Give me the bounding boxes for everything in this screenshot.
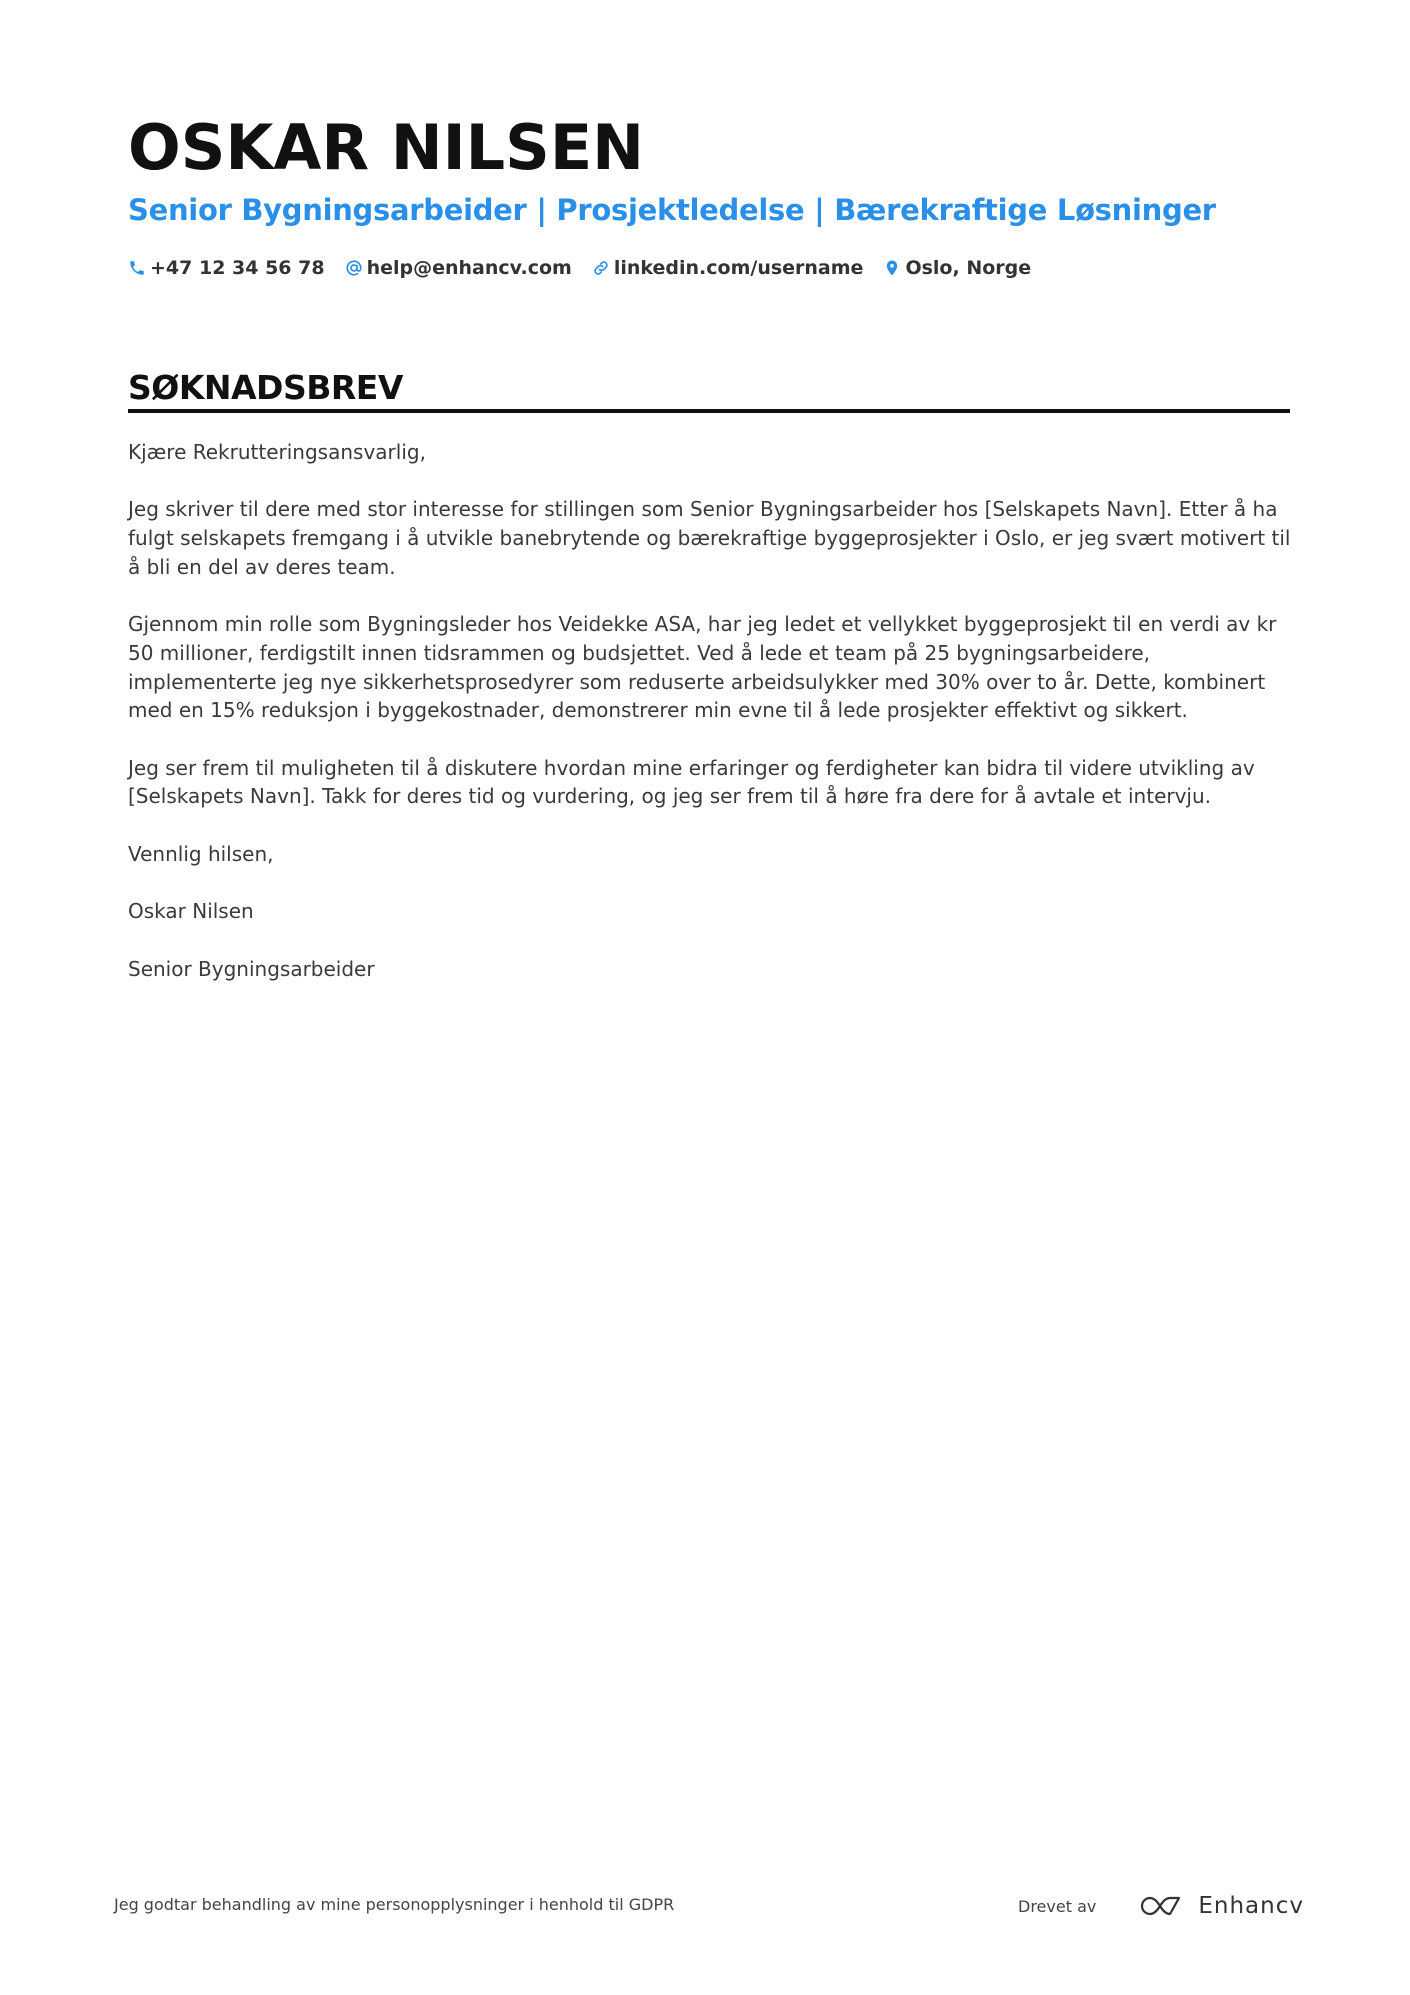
contact-email-text: help@enhancv.com <box>366 257 572 279</box>
letter-paragraph: Jeg ser frem til muligheten til å diskutere hvordan mine erfaringer og ferdigheter kan bidra til videre utvikling av [Selskapets Navn]. Takk for deres tid og vurdering, og jeg ser frem til å høre fra dere for å avtale et intervju. <box>128 755 1255 809</box>
letter-paragraph: Jeg skriver til dere med stor interesse for stillingen som Senior Bygningsarbeider hos [Selskapets Navn]. Etter å ha fulgt selskapets fremgang i å utvikle banebrytende og bærekraftige byggeprosjekter i Oslo, er jeg svært motivert til å bli en del av deres team. <box>128 497 1291 579</box>
contact-phone-text: +47 12 34 56 78 <box>150 257 325 279</box>
location-pin-icon <box>883 259 901 277</box>
powered-by-label: Drevet av <box>1018 1896 1097 1916</box>
at-icon <box>345 259 363 277</box>
contact-bar <box>128 254 1051 282</box>
contact-linkedin-text: linkedin.com/username <box>613 257 864 279</box>
contact-email[interactable] <box>345 257 572 279</box>
powered-by[interactable] <box>1018 1888 1304 1924</box>
letter-salutation: Kjære Rekrutteringsansvarlig, <box>128 440 426 464</box>
letter-signature-name: Oskar Nilsen <box>128 899 254 924</box>
applicant-headline: Senior Bygningsarbeider | Prosjektledelse | Bærekraftige Løsninger <box>128 193 1216 227</box>
section-divider <box>128 409 1290 413</box>
letter-paragraph: Gjennom min rolle som Bygningsleder hos Veidekke ASA, har jeg ledet et vellykket byggeprosjekt til en verdi av kr 50 millioner, ferdigstilt innen tidsrammen og budsjettet. Ved å lede et team på 25 bygningsarbeidere, implementerte jeg nye sikkerhetsprosedyrer som reduserte arbeidsulykker med 30% over to år. Dette, kombinert med en 15% reduksjon i byggekostnader, demonstrerer min evne til å lede prosjekter effektivt og sikkert. <box>128 612 1277 723</box>
enhancv-logo-icon <box>1140 1893 1186 1919</box>
gdpr-consent-text: Jeg godtar behandling av mine personopplysninger i henhold til GDPR <box>114 1895 675 1914</box>
letter-closing: Vennlig hilsen, <box>128 841 274 866</box>
contact-location-text: Oslo, Norge <box>905 257 1032 279</box>
letter-signature-title: Senior Bygningsarbeider <box>128 956 375 981</box>
contact-location <box>883 257 1031 279</box>
link-icon <box>592 259 610 277</box>
phone-icon <box>128 259 146 277</box>
section-title: SØKNADSBREV <box>128 368 403 407</box>
contact-linkedin[interactable] <box>592 257 864 279</box>
contact-phone[interactable] <box>128 257 325 279</box>
applicant-name: OSKAR NILSEN <box>128 111 645 184</box>
letter-body <box>128 438 1298 1012</box>
brand-name: Enhancv <box>1198 1893 1304 1919</box>
